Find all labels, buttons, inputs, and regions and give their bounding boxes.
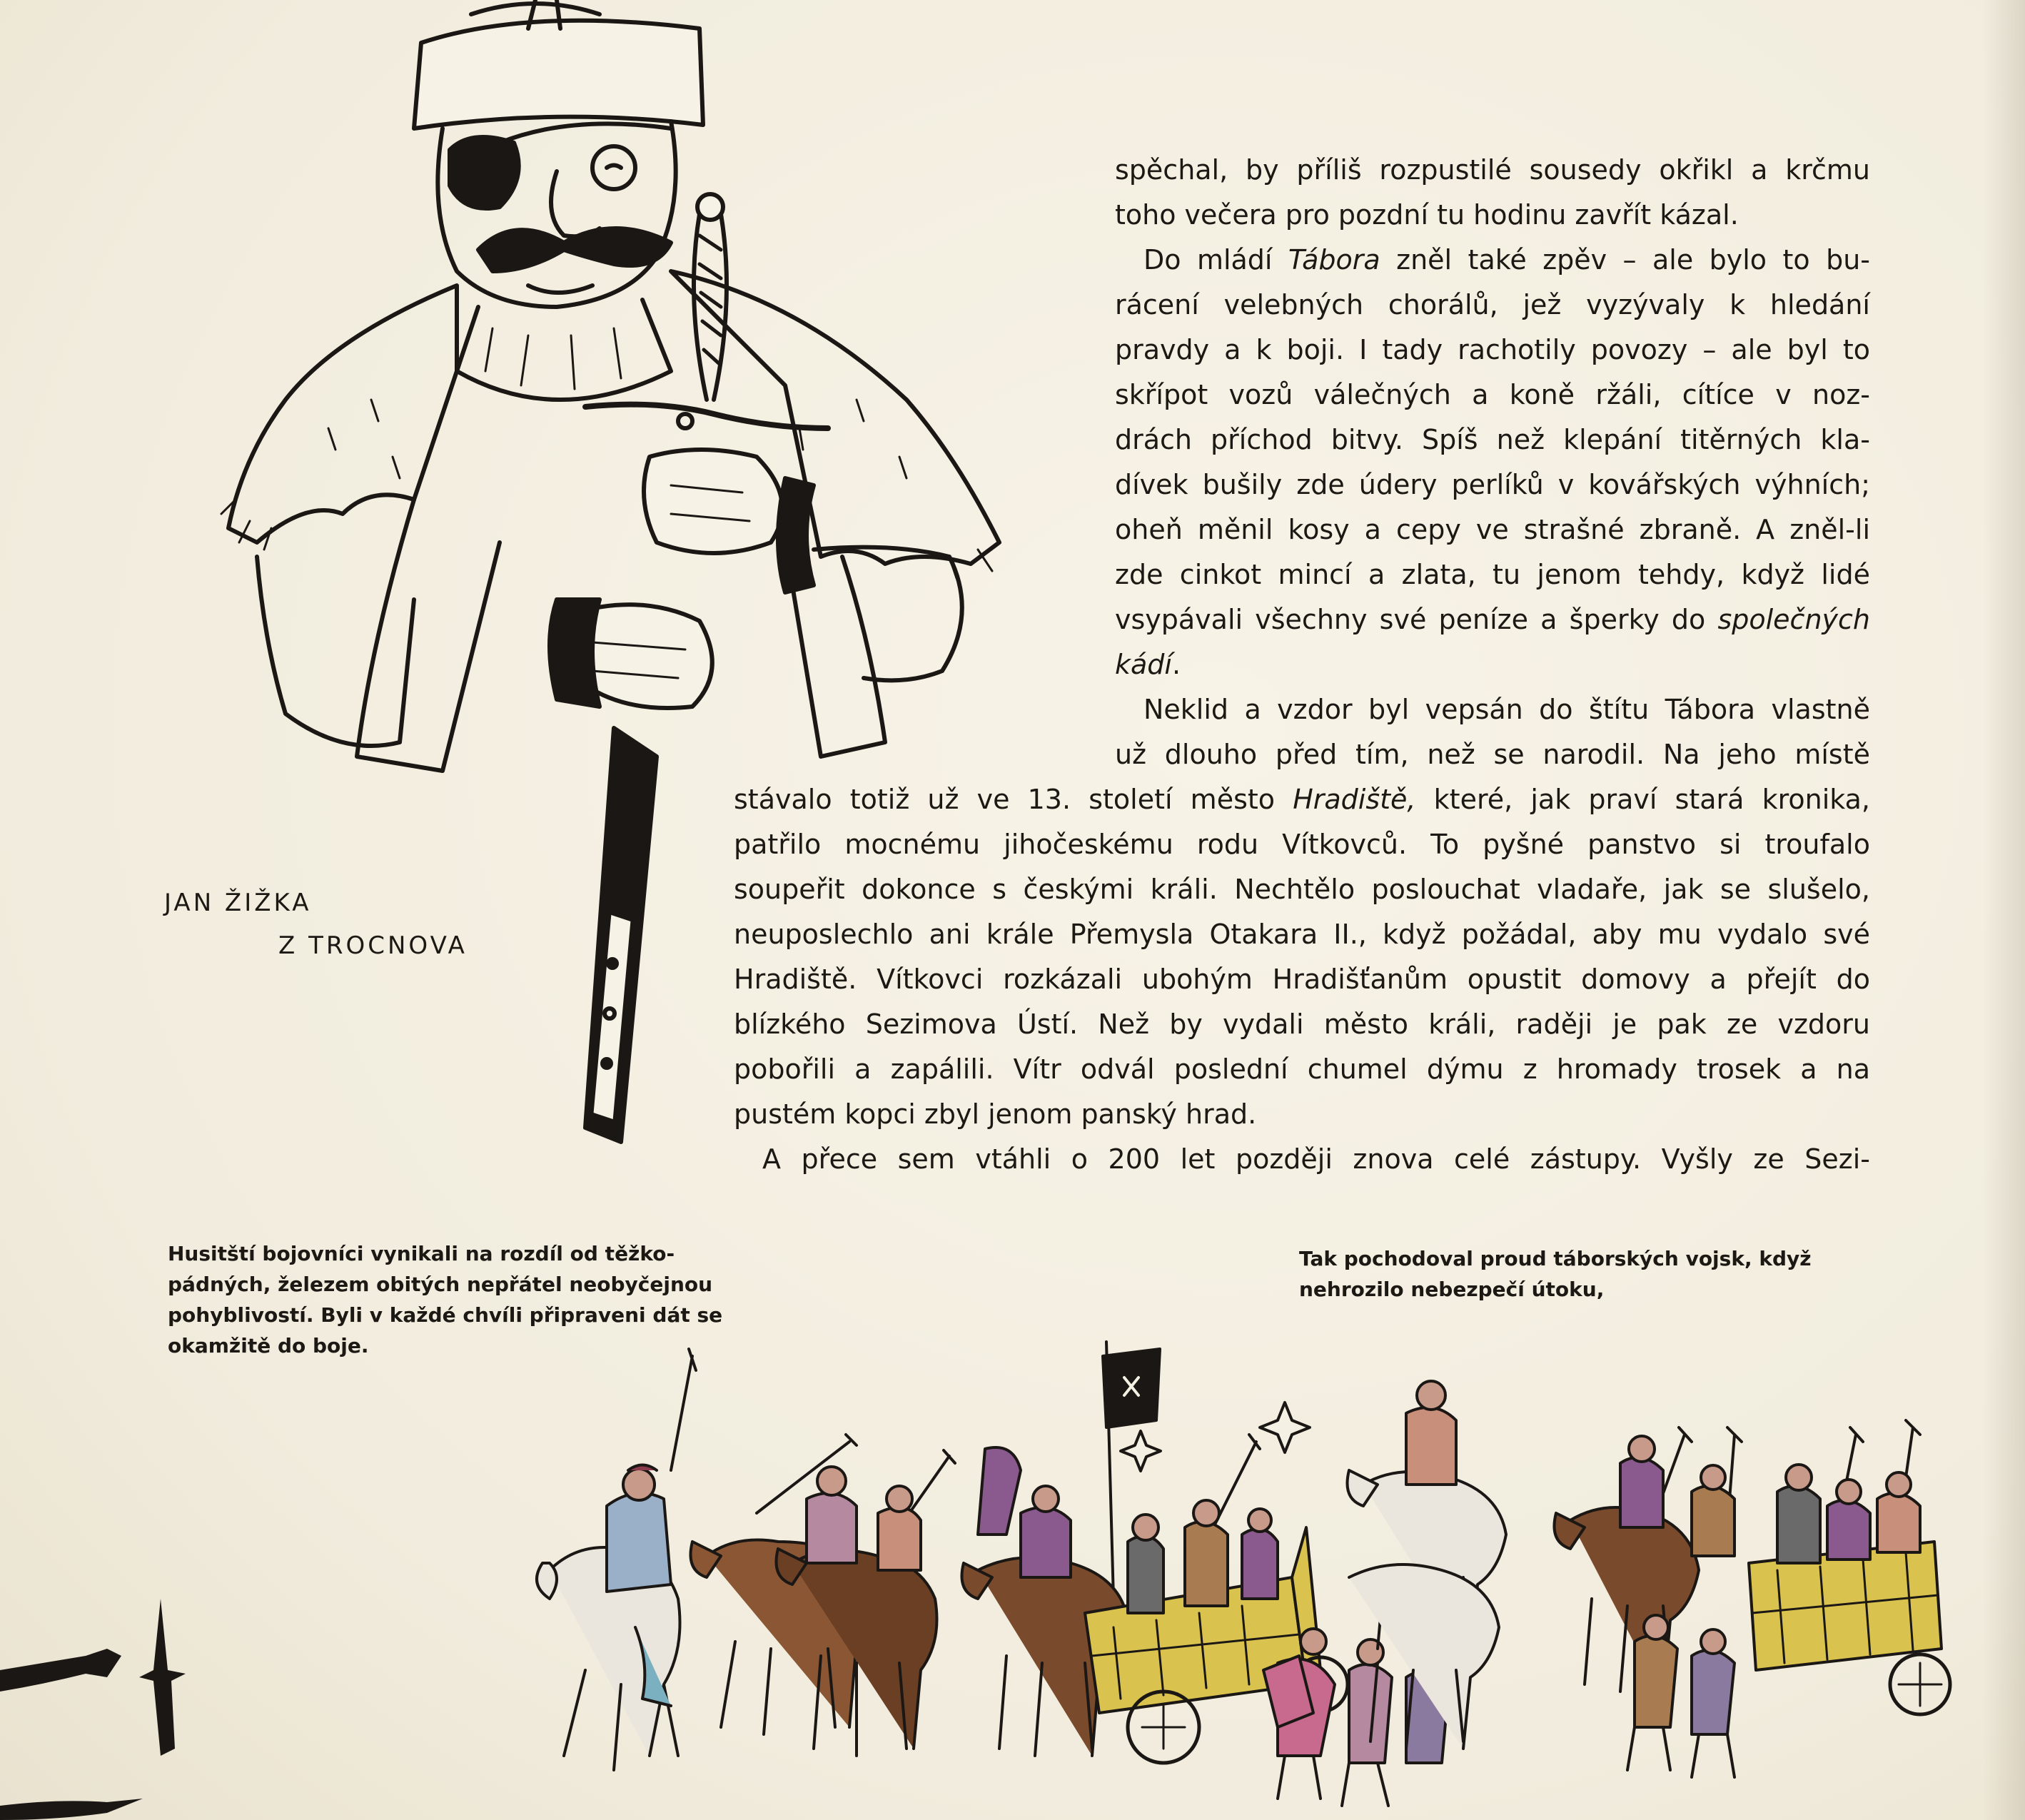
caption-right-line: Tak pochodoval proud táborských vojsk, když	[1299, 1247, 1812, 1270]
body-text-line: pravdy a k boji. I tady rachotily povozy – ale byl to	[1115, 334, 1870, 365]
body-text-line: kádí.	[1115, 649, 1181, 680]
portrait-caption-line2: Z TROCNOVA	[278, 931, 468, 960]
body-text-line: stávalo totiž už ve 13. století město Hradiště, které, jak praví stará kronika,	[734, 784, 1870, 815]
emphasis-text: Hradiště,	[1293, 784, 1416, 815]
caption-left-line: okamžitě do boje.	[168, 1334, 369, 1358]
procession-illustration	[521, 1328, 1963, 1820]
body-text-line: patřilo mocnému jihočeskému rodu Vítkovců. To pyšné panstvo si troufalo	[734, 829, 1870, 860]
body-text-line: už dlouho před tím, než se narodil. Na jeho místě	[1115, 739, 1870, 770]
body-text-line: zde cinkot mincí a zlata, tu jenom tehdy, když lidé	[1115, 559, 1870, 590]
body-text-line: Neklid a vzdor byl vepsán do štítu Tábora vlastně	[1143, 694, 1870, 725]
emphasis-text: společných	[1717, 604, 1870, 635]
caption-left-line: pádných, železem obitých nepřátel neobyčejnou	[168, 1273, 713, 1296]
emphasis-text: Tábora	[1288, 244, 1380, 275]
weapon-silhouette-icon	[0, 1584, 200, 1820]
caption-left-line: pohyblivostí. Byli v každé chvíli připraveni dát se	[168, 1303, 723, 1327]
body-text-line: drách příchod bitvy. Spíš než klepání titěrných kla-	[1115, 424, 1870, 455]
body-text-line: blízkého Sezimova Ústí. Než by vydali město králi, raději je pak ze vzdoru	[734, 1008, 1870, 1040]
caption-right-line: nehrozilo nebezpečí útoku,	[1299, 1278, 1605, 1301]
body-text-line: pustém kopci zbyl jenom panský hrad.	[734, 1098, 1257, 1130]
body-text-line: Hradiště. Vítkovci rozkázali ubohým Hradišťanům opustit domovy a přejít do	[734, 964, 1870, 995]
body-text-line: soupeřit dokonce s českými králi. Nechtělo poslouchat vladaře, jak se slušelo,	[734, 874, 1870, 905]
caption-right	[1299, 1243, 1812, 1305]
body-text-line: toho večera pro pozdní tu hodinu zavřít kázal.	[1115, 199, 1739, 231]
body-text-line: spěchal, by příliš rozpustilé sousedy okřikl a krčmu	[1115, 154, 1870, 186]
emphasis-text: kádí	[1115, 649, 1172, 680]
body-text-line: skřípot vozů válečných a koně ržáli, cítíce v noz-	[1115, 379, 1870, 410]
portrait-caption-line1: JAN ŽIŽKA	[164, 889, 312, 917]
body-text-line: A přece sem vtáhli o 200 let později znova celé zástupy. Vyšly ze Sezi-	[762, 1143, 1870, 1175]
body-text-line: oheň měnil kosy a cepy ve strašné zbraně. A zněl-li	[1115, 514, 1870, 545]
body-text-line: Do mládí Tábora zněl také zpěv – ale bylo to bu-	[1143, 244, 1870, 275]
body-text-line: vsypávali všechny své peníze a šperky do společných	[1115, 604, 1870, 635]
body-text-line: pobořili a zapálili. Vítr odvál poslední chumel dýmu z hromady trosek a na	[734, 1053, 1870, 1085]
body-text-line: dívek bušily zde údery perlíků v kovářských výhních;	[1115, 469, 1870, 500]
body-text-line: neuposlechlo ani krále Přemysla Otakara II., když požádal, aby mu vydalo své	[734, 919, 1870, 950]
caption-left-line: Husitští bojovníci vynikali na rozdíl od těžko-	[168, 1242, 675, 1265]
body-text-line: rácení velebných chorálů, jež vyzývaly k hledání	[1115, 289, 1870, 320]
